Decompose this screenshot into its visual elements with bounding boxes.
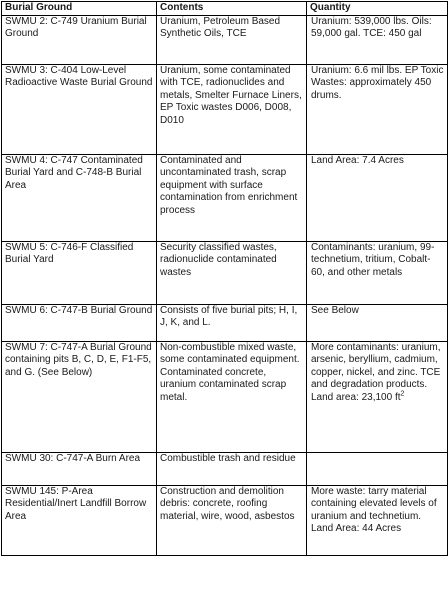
burial-ground-cell: SWMU 3: C-404 Low-Level Radioactive Waste Burial Ground bbox=[2, 65, 157, 155]
burial-ground-cell: SWMU 2: C-749 Uranium Burial Ground bbox=[2, 16, 157, 65]
burial-ground-cell: SWMU 5: C-746-F Classified Burial Yard bbox=[2, 242, 157, 305]
burial-ground-cell: SWMU 7: C-747-A Burial Ground containing pits B, C, D, E, F1-F5, and G. (See Below) bbox=[2, 342, 157, 453]
table-row bbox=[2, 453, 448, 486]
quantity-cell bbox=[307, 342, 448, 453]
table-row bbox=[2, 342, 448, 453]
burial-ground-cell: SWMU 30: C-747-A Burn Area bbox=[2, 453, 157, 486]
quantity-cell: Uranium: 6.6 mil lbs. EP Toxic Wastes: approximately 450 drums. bbox=[307, 65, 448, 155]
header-contents: Contents bbox=[157, 2, 307, 16]
table-header-row bbox=[2, 2, 448, 16]
contents-cell: Uranium, Petroleum Based Synthetic Oils, TCE bbox=[157, 16, 307, 65]
burial-ground-cell: SWMU 6: C-747-B Burial Ground bbox=[2, 305, 157, 342]
burial-ground-cell: SWMU 4: C-747 Contaminated Burial Yard and C-748-B Burial Area bbox=[2, 155, 157, 242]
table-row bbox=[2, 155, 448, 242]
table-row bbox=[2, 486, 448, 556]
quantity-cell: Contaminants: uranium, 99-technetium, tritium, Cobalt-60, and other metals bbox=[307, 242, 448, 305]
contents-cell: Construction and demolition debris: concrete, roofing material, wire, wood, asbestos bbox=[157, 486, 307, 556]
contents-cell: Consists of five burial pits; H, I, J, K, and L. bbox=[157, 305, 307, 342]
burial-ground-table bbox=[1, 1, 448, 556]
table-row bbox=[2, 16, 448, 65]
contents-cell: Uranium, some contaminated with TCE, radionuclides and metals, Smelter Furnace Liners, EP Toxic wastes D006, D008, D010 bbox=[157, 65, 307, 155]
header-quantity: Quantity bbox=[307, 2, 448, 16]
table-row bbox=[2, 242, 448, 305]
contents-cell: Combustible trash and residue bbox=[157, 453, 307, 486]
quantity-cell: More waste: tarry material containing elevated levels of uranium and technetium. Land Area: 44 Acres bbox=[307, 486, 448, 556]
contents-cell: Contaminated and uncontaminated trash, scrap equipment with surface contamination from enrichment process bbox=[157, 155, 307, 242]
quantity-cell: Land Area: 7.4 Acres bbox=[307, 155, 448, 242]
header-burial-ground: Burial Ground bbox=[2, 2, 157, 16]
quantity-cell: Uranium: 539,000 lbs. Oils: 59,000 gal. TCE: 450 gal bbox=[307, 16, 448, 65]
contents-cell: Non-combustible mixed waste, some contaminated equipment. Contaminated concrete, uranium contaminated scrap metal. bbox=[157, 342, 307, 453]
contents-cell: Security classified wastes, radionuclide contaminated wastes bbox=[157, 242, 307, 305]
quantity-cell: See Below bbox=[307, 305, 448, 342]
superscript-two: 2 bbox=[400, 390, 405, 398]
quantity-cell bbox=[307, 453, 448, 486]
burial-ground-cell: SWMU 145: P-Area Residential/Inert Landfill Borrow Area bbox=[2, 486, 157, 556]
table-row bbox=[2, 305, 448, 342]
table-row bbox=[2, 65, 448, 155]
quantity-text: More contaminants: uranium, arsenic, beryllium, cadmium, copper, nickel, and zinc. TCE and degradation products. Land area: 23,100 ft bbox=[311, 342, 441, 403]
